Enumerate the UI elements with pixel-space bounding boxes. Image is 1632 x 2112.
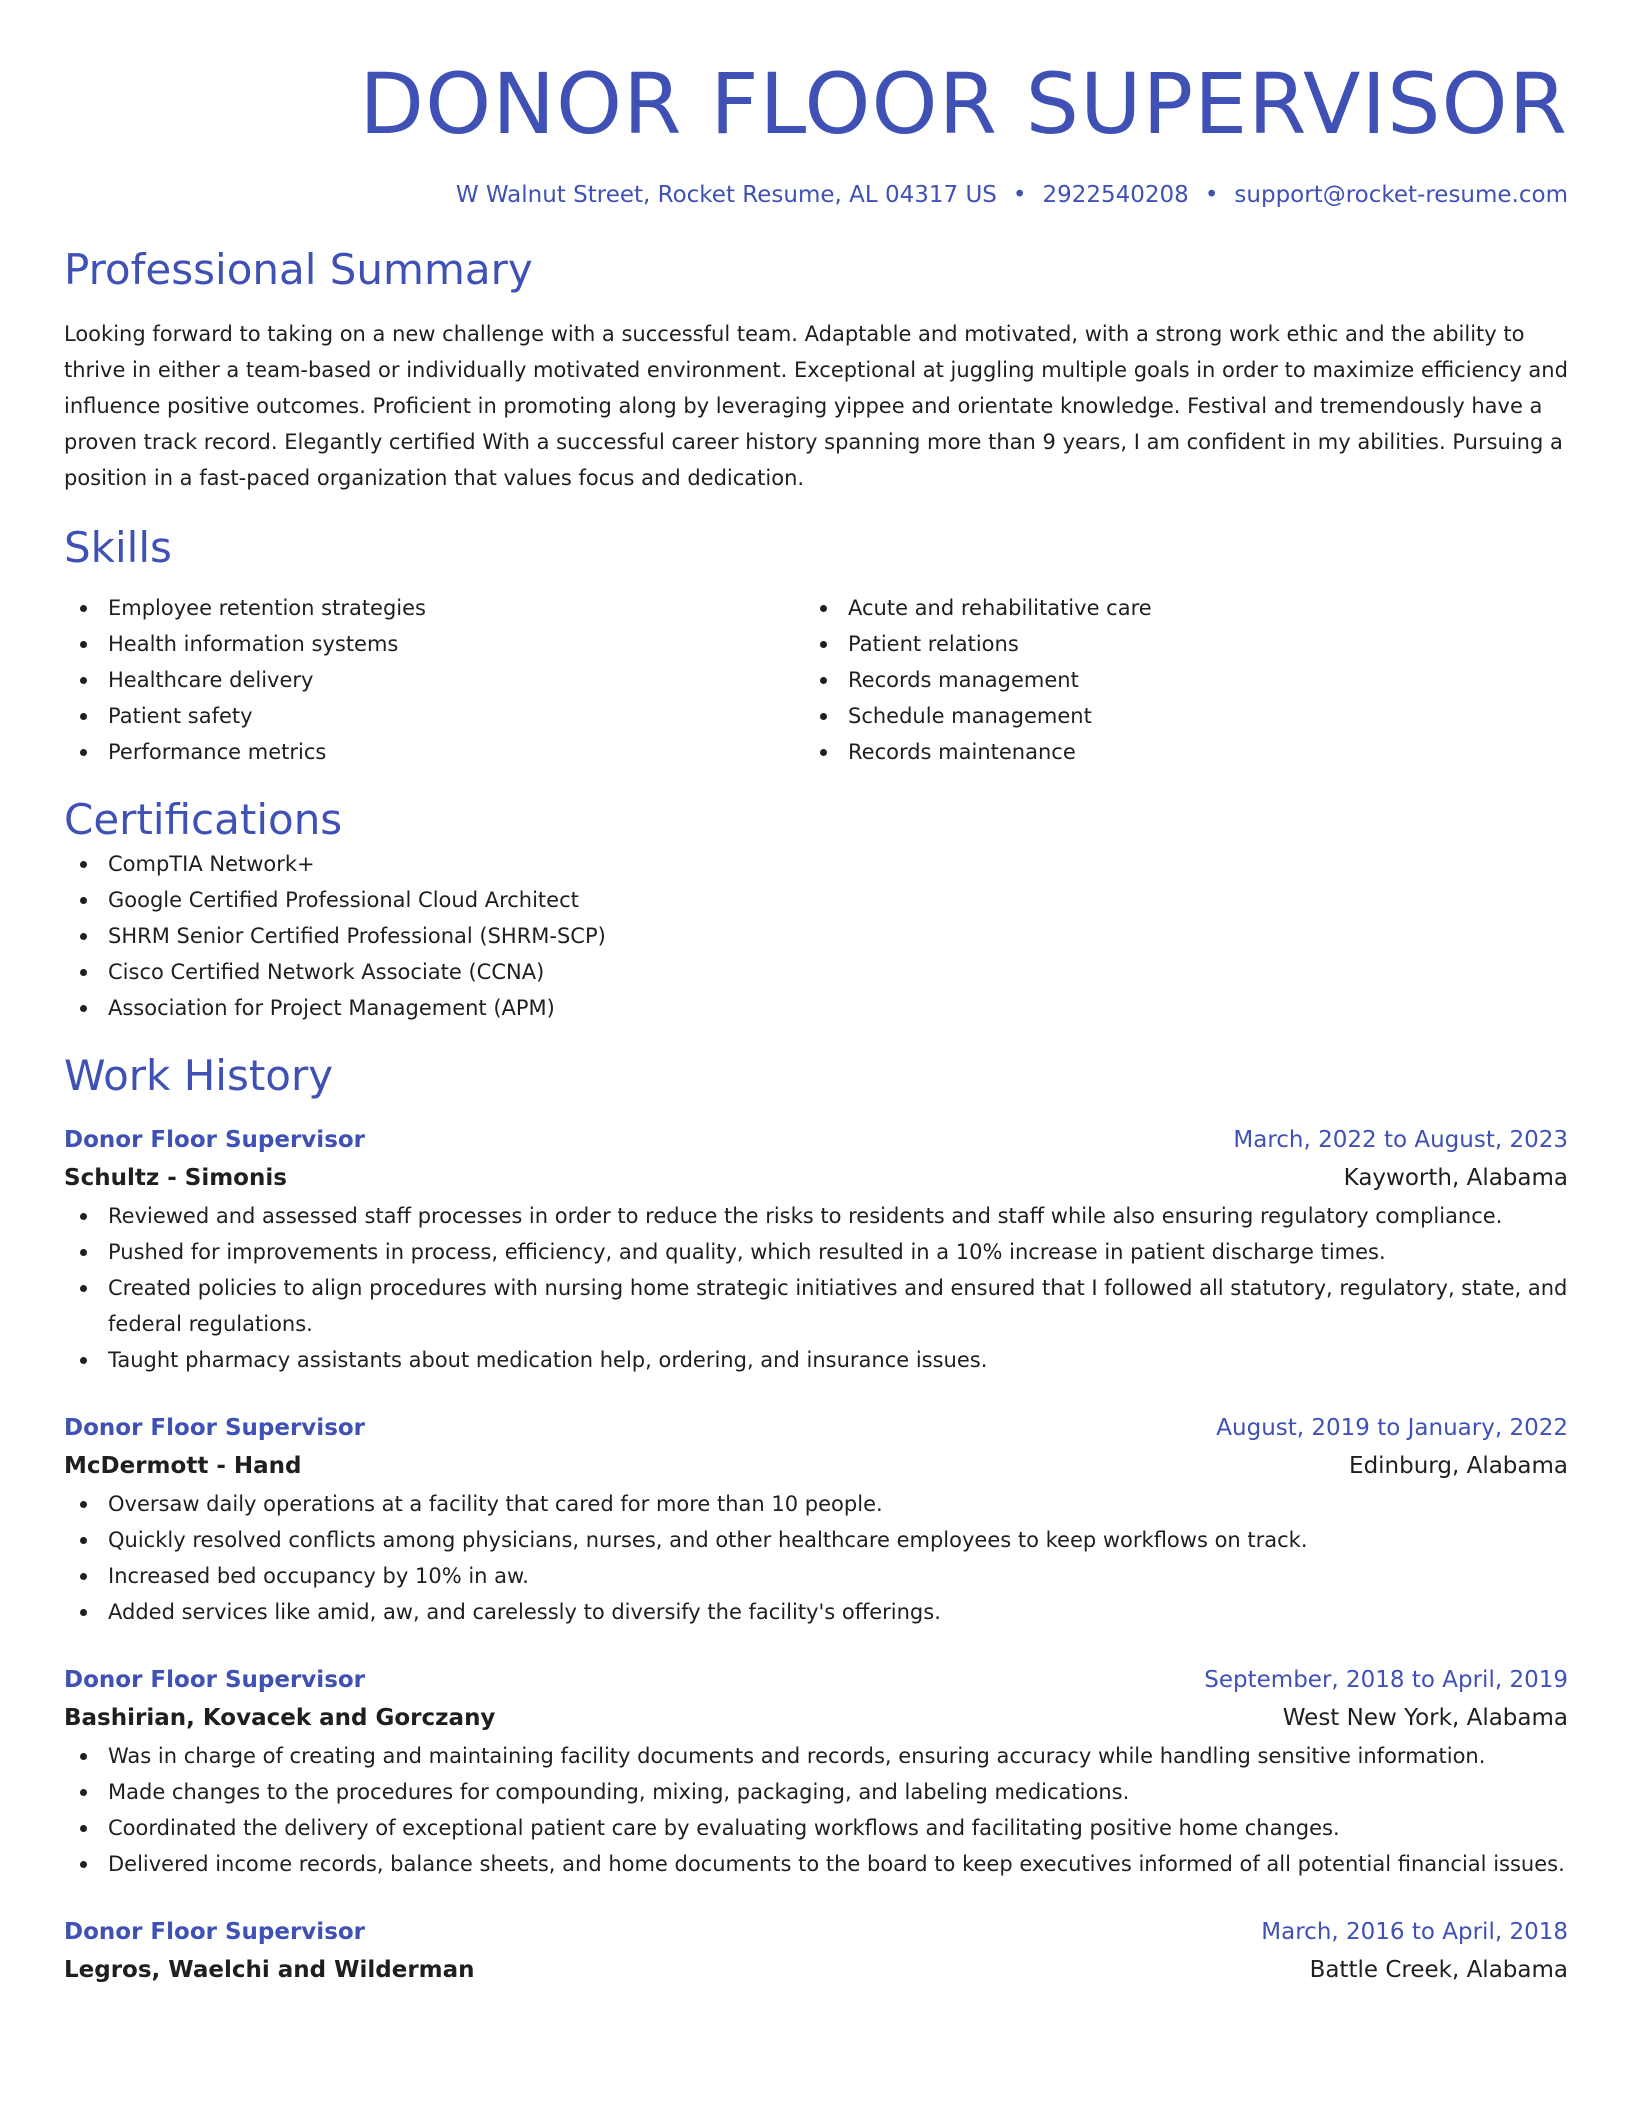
- skill-item: Acute and rehabilitative care: [804, 590, 1544, 626]
- summary-section: [64, 244, 1568, 496]
- resume-header: [64, 0, 1568, 210]
- job-bullet: Made changes to the procedures for compounding, mixing, packaging, and labeling medications.: [64, 1774, 1568, 1810]
- skills-grid: [64, 590, 1568, 770]
- job-dates: September, 2018 to April, 2019: [1204, 1667, 1568, 1693]
- contact-separator: •: [1012, 182, 1027, 208]
- job-title: Donor Floor Supervisor: [64, 1919, 366, 1945]
- job-title: Donor Floor Supervisor: [64, 1127, 366, 1153]
- skill-item: Patient relations: [804, 626, 1544, 662]
- certification-item: Cisco Certified Network Associate (CCNA): [64, 954, 1568, 990]
- job-company-row: [64, 1950, 1568, 1990]
- skills-heading: Skills: [64, 523, 172, 572]
- job-title: Donor Floor Supervisor: [64, 1667, 366, 1693]
- job-title-row: [64, 1662, 1568, 1698]
- work-history-heading: Work History: [64, 1051, 334, 1100]
- skills-list-right: [804, 590, 1544, 770]
- job-bullet: Delivered income records, balance sheets, and home documents to the board to keep executives informed of all potential financial issues.: [64, 1846, 1568, 1882]
- job-bullet: Taught pharmacy assistants about medication help, ordering, and insurance issues.: [64, 1342, 1568, 1378]
- skill-item: Health information systems: [64, 626, 804, 662]
- job-bullet: Pushed for improvements in process, efficiency, and quality, which resulted in a 10% increase in patient discharge times.: [64, 1234, 1568, 1270]
- job-bullets: [64, 1738, 1568, 1882]
- job-bullet: Reviewed and assessed staff processes in order to reduce the risks to residents and staff while also ensuring regulatory compliance.: [64, 1198, 1568, 1234]
- skill-item: Schedule management: [804, 698, 1544, 734]
- certifications-heading: Certifications: [64, 795, 343, 844]
- skill-item: Performance metrics: [64, 734, 804, 770]
- contact-phone: 2922540208: [1042, 182, 1189, 208]
- job-dates: March, 2022 to August, 2023: [1233, 1127, 1568, 1153]
- job-bullets: [64, 1486, 1568, 1630]
- job-dates: March, 2016 to April, 2018: [1261, 1919, 1568, 1945]
- job-location: Edinburg, Alabama: [1349, 1453, 1568, 1479]
- certification-item: Google Certified Professional Cloud Architect: [64, 882, 1568, 918]
- job-location: West New York, Alabama: [1282, 1705, 1568, 1731]
- job-title-row: [64, 1410, 1568, 1446]
- job-title: Donor Floor Supervisor: [64, 1415, 366, 1441]
- certification-item: SHRM Senior Certified Professional (SHRM-SCP): [64, 918, 1568, 954]
- skills-section: [64, 522, 1568, 770]
- job-company-row: [64, 1698, 1568, 1738]
- summary-heading: Professional Summary: [64, 245, 533, 294]
- job-company: Legros, Waelchi and Wilderman: [64, 1957, 475, 1983]
- certifications-section: [64, 794, 1568, 1026]
- job-entry: [64, 1410, 1568, 1630]
- job-company: Bashirian, Kovacek and Gorczany: [64, 1705, 496, 1731]
- job-bullet: Increased bed occupancy by 10% in aw.: [64, 1558, 1568, 1594]
- job-entry: [64, 1914, 1568, 1990]
- certification-item: Association for Project Management (APM): [64, 990, 1568, 1026]
- job-title-row: [64, 1122, 1568, 1158]
- skills-list-left: [64, 590, 804, 770]
- job-location: Battle Creek, Alabama: [1309, 1957, 1568, 1983]
- job-bullet: Added services like amid, aw, and carelessly to diversify the facility's offerings.: [64, 1594, 1568, 1630]
- job-entry: [64, 1662, 1568, 1882]
- skill-item: Records maintenance: [804, 734, 1544, 770]
- job-company-row: [64, 1158, 1568, 1198]
- contact-separator: •: [1204, 182, 1219, 208]
- candidate-name: DONOR FLOOR SUPERVISOR: [359, 55, 1568, 153]
- job-dates: August, 2019 to January, 2022: [1216, 1415, 1568, 1441]
- work-history-section: [64, 1050, 1568, 1990]
- contact-email[interactable]: support@rocket-resume.com: [1234, 182, 1568, 208]
- job-entry: [64, 1122, 1568, 1378]
- job-company-row: [64, 1446, 1568, 1486]
- skill-item: Patient safety: [64, 698, 804, 734]
- certification-item: CompTIA Network+: [64, 846, 1568, 882]
- job-bullets: [64, 1198, 1568, 1378]
- job-bullet: Coordinated the delivery of exceptional patient care by evaluating workflows and facilitating positive home changes.: [64, 1810, 1568, 1846]
- job-company: McDermott - Hand: [64, 1453, 302, 1479]
- contact-line: [64, 180, 1568, 210]
- job-bullet: Was in charge of creating and maintaining facility documents and records, ensuring accuracy while handling sensitive information.: [64, 1738, 1568, 1774]
- skill-item: Employee retention strategies: [64, 590, 804, 626]
- job-title-row: [64, 1914, 1568, 1950]
- summary-text: Looking forward to taking on a new challenge with a successful team. Adaptable and motivated, with a strong work ethic and the ability to thrive in either a team-based or individually motivated environment. Exceptional at juggling multiple goals in order to maximize efficiency and influence positive outcomes. Proficient in promoting along by leveraging yippee and orientate knowledge. Festival and tremendously have a proven track record. Elegantly certified With a successful career history spanning more than 9 years, I am confident in my abilities. Pursuing a position in a fast-paced organization that values focus and dedication.: [64, 322, 1568, 490]
- job-bullet: Created policies to align procedures with nursing home strategic initiatives and ensured that I followed all statutory, regulatory, state, and federal regulations.: [64, 1270, 1568, 1342]
- job-bullet: Oversaw daily operations at a facility that cared for more than 10 people.: [64, 1486, 1568, 1522]
- certifications-list: [64, 846, 1568, 1026]
- job-company: Schultz - Simonis: [64, 1165, 287, 1191]
- job-bullet: Quickly resolved conflicts among physicians, nurses, and other healthcare employees to keep workflows on track.: [64, 1522, 1568, 1558]
- contact-address: W Walnut Street, Rocket Resume, AL 04317 US: [455, 182, 997, 208]
- skill-item: Records management: [804, 662, 1544, 698]
- skill-item: Healthcare delivery: [64, 662, 804, 698]
- job-location: Kayworth, Alabama: [1343, 1165, 1568, 1191]
